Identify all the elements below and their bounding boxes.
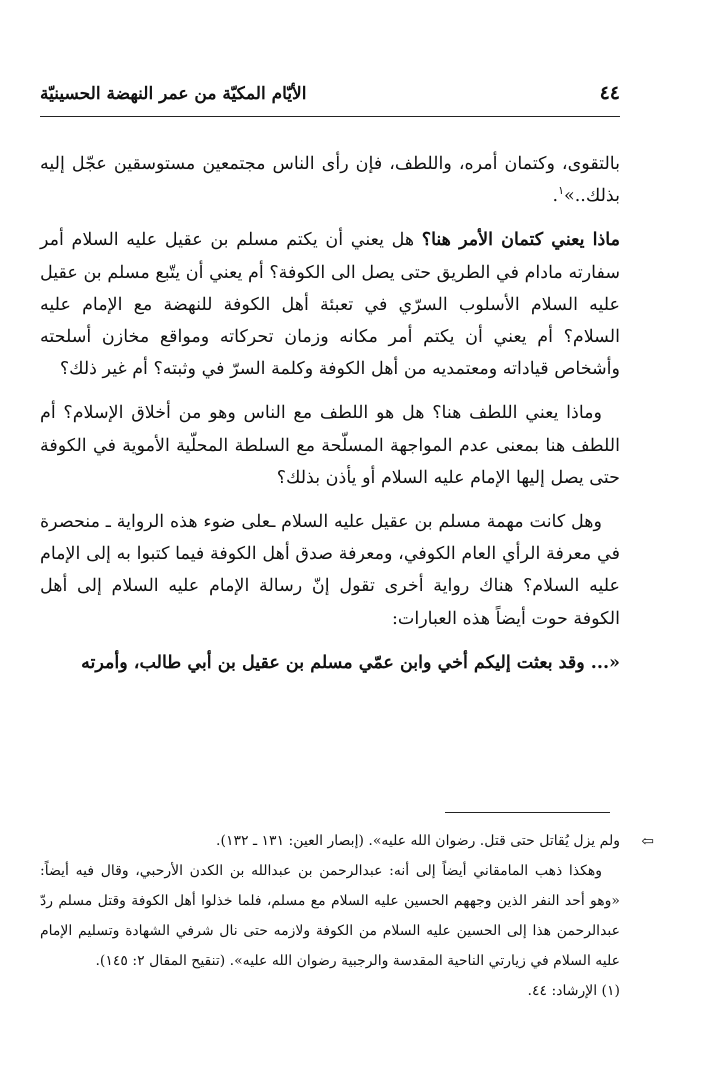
footnote-continuation — [40, 826, 654, 856]
footnote-marker-1: ١ — [558, 184, 565, 198]
paragraph-2-question: ماذا يعني كتمان الأمر هنا؟ — [421, 230, 620, 251]
paragraph-1-text: بالتقوى، وكتمان أمره، واللطف، فإن رأى الناس مجتمعين مستوسقين عجّل إليه بذلك..» — [40, 154, 620, 207]
footnote-continuation-text: ولم يزل يُقاتل حتى قتل. رضوان الله عليه». (إبصار العين: ١٣١ ـ ١٣٢). — [216, 833, 620, 849]
footnote-divider — [445, 812, 610, 813]
footnote-1: (١) الإرشاد: ٤٤. — [527, 983, 620, 999]
paragraph-1: بالتقوى، وكتمان أمره، واللطف، فإن رأى الناس مجتمعين مستوسقين عجّل إليه بذلك..»$^١$. — [40, 154, 620, 207]
paragraph-4: وهل كانت مهمة مسلم بن عقيل عليه السلام ـعلى ضوء هذه الرواية ـ منحصرة في معرفة الرأي العام الكوفي، ومعرفة صدق أهل الكوفة فيما كتبوا به إلى الإمام عليه السلام؟ هناك رواية أخرى تقول إنّ رسالة الإمام عليه السلام إلى أهل الكوفة حوت أيضاً هذه العبارات: — [40, 512, 620, 629]
paragraph-2 — [40, 224, 620, 385]
paragraph-2-text: هل يعني أن يكتم مسلم بن عقيل عليه السلام أمر سفارته مادام في الطريق حتى يصل الى الكوفة؟ أم يعني أن يتّبع مسلم بن عقيل عليه السلام الأسلوب السرّي في تعبئة أهل الكوفة للنهضة مع الإمام عليه السلام؟ أم يعني أن يكتم أمر مكانه وزمان تحركاته ومواقع مخازن أسلحته وأشخاص قياداته ومعتمديه من أهل الكوفة وكلمة السرّ في وثبته؟ أم غير ذلك؟ — [40, 230, 620, 380]
page-header — [40, 84, 620, 114]
continuation-arrow-icon: ⇦ — [641, 832, 654, 850]
main-text — [40, 148, 620, 691]
page-number: ٤٤ — [599, 82, 620, 104]
paragraph-5-quote: «... وقد بعثت إليكم أخي وابن عمّي مسلم بن عقيل بن أبي طالب، وأمرته — [81, 652, 620, 673]
footnotes — [40, 826, 654, 1006]
running-title: الأيّام المكيّة من عمر النهضة الحسينيّة — [40, 84, 307, 104]
paragraph-3: وماذا يعني اللطف هنا؟ هل هو اللطف مع الناس وهو من أخلاق الإسلام؟ أم اللطف هنا بمعنى عدم المواجهة المسلّحة مع السلطة المحلّية الأموية في الكوفة حتى يصل إليها الإمام عليه السلام أو يأذن بذلك؟ — [40, 403, 620, 488]
footnote-paragraph: وهكذا ذهب المامقاني أيضاً إلى أنه: عبدالرحمن بن عبدالله بن الكدن الأرحبي، وقال فيه أيضاً: «وهو أحد النفر الذين وجههم الحسين عليه السلام مع مسلم، فلما خذلوا أهل الكوفة وقتل مسلم ردّ عبدالرحمن هذا إلى الحسين عليه السلام من الكوفة ولازمه حتى نال شرفي الشهادة وتسليم الإمام عليه السلام في زيارتي الناحية المقدسة والرجبية رضوان الله عليه». (تنقيح المقال ٢: ١٤٥). — [40, 863, 620, 969]
header-divider — [40, 116, 620, 117]
